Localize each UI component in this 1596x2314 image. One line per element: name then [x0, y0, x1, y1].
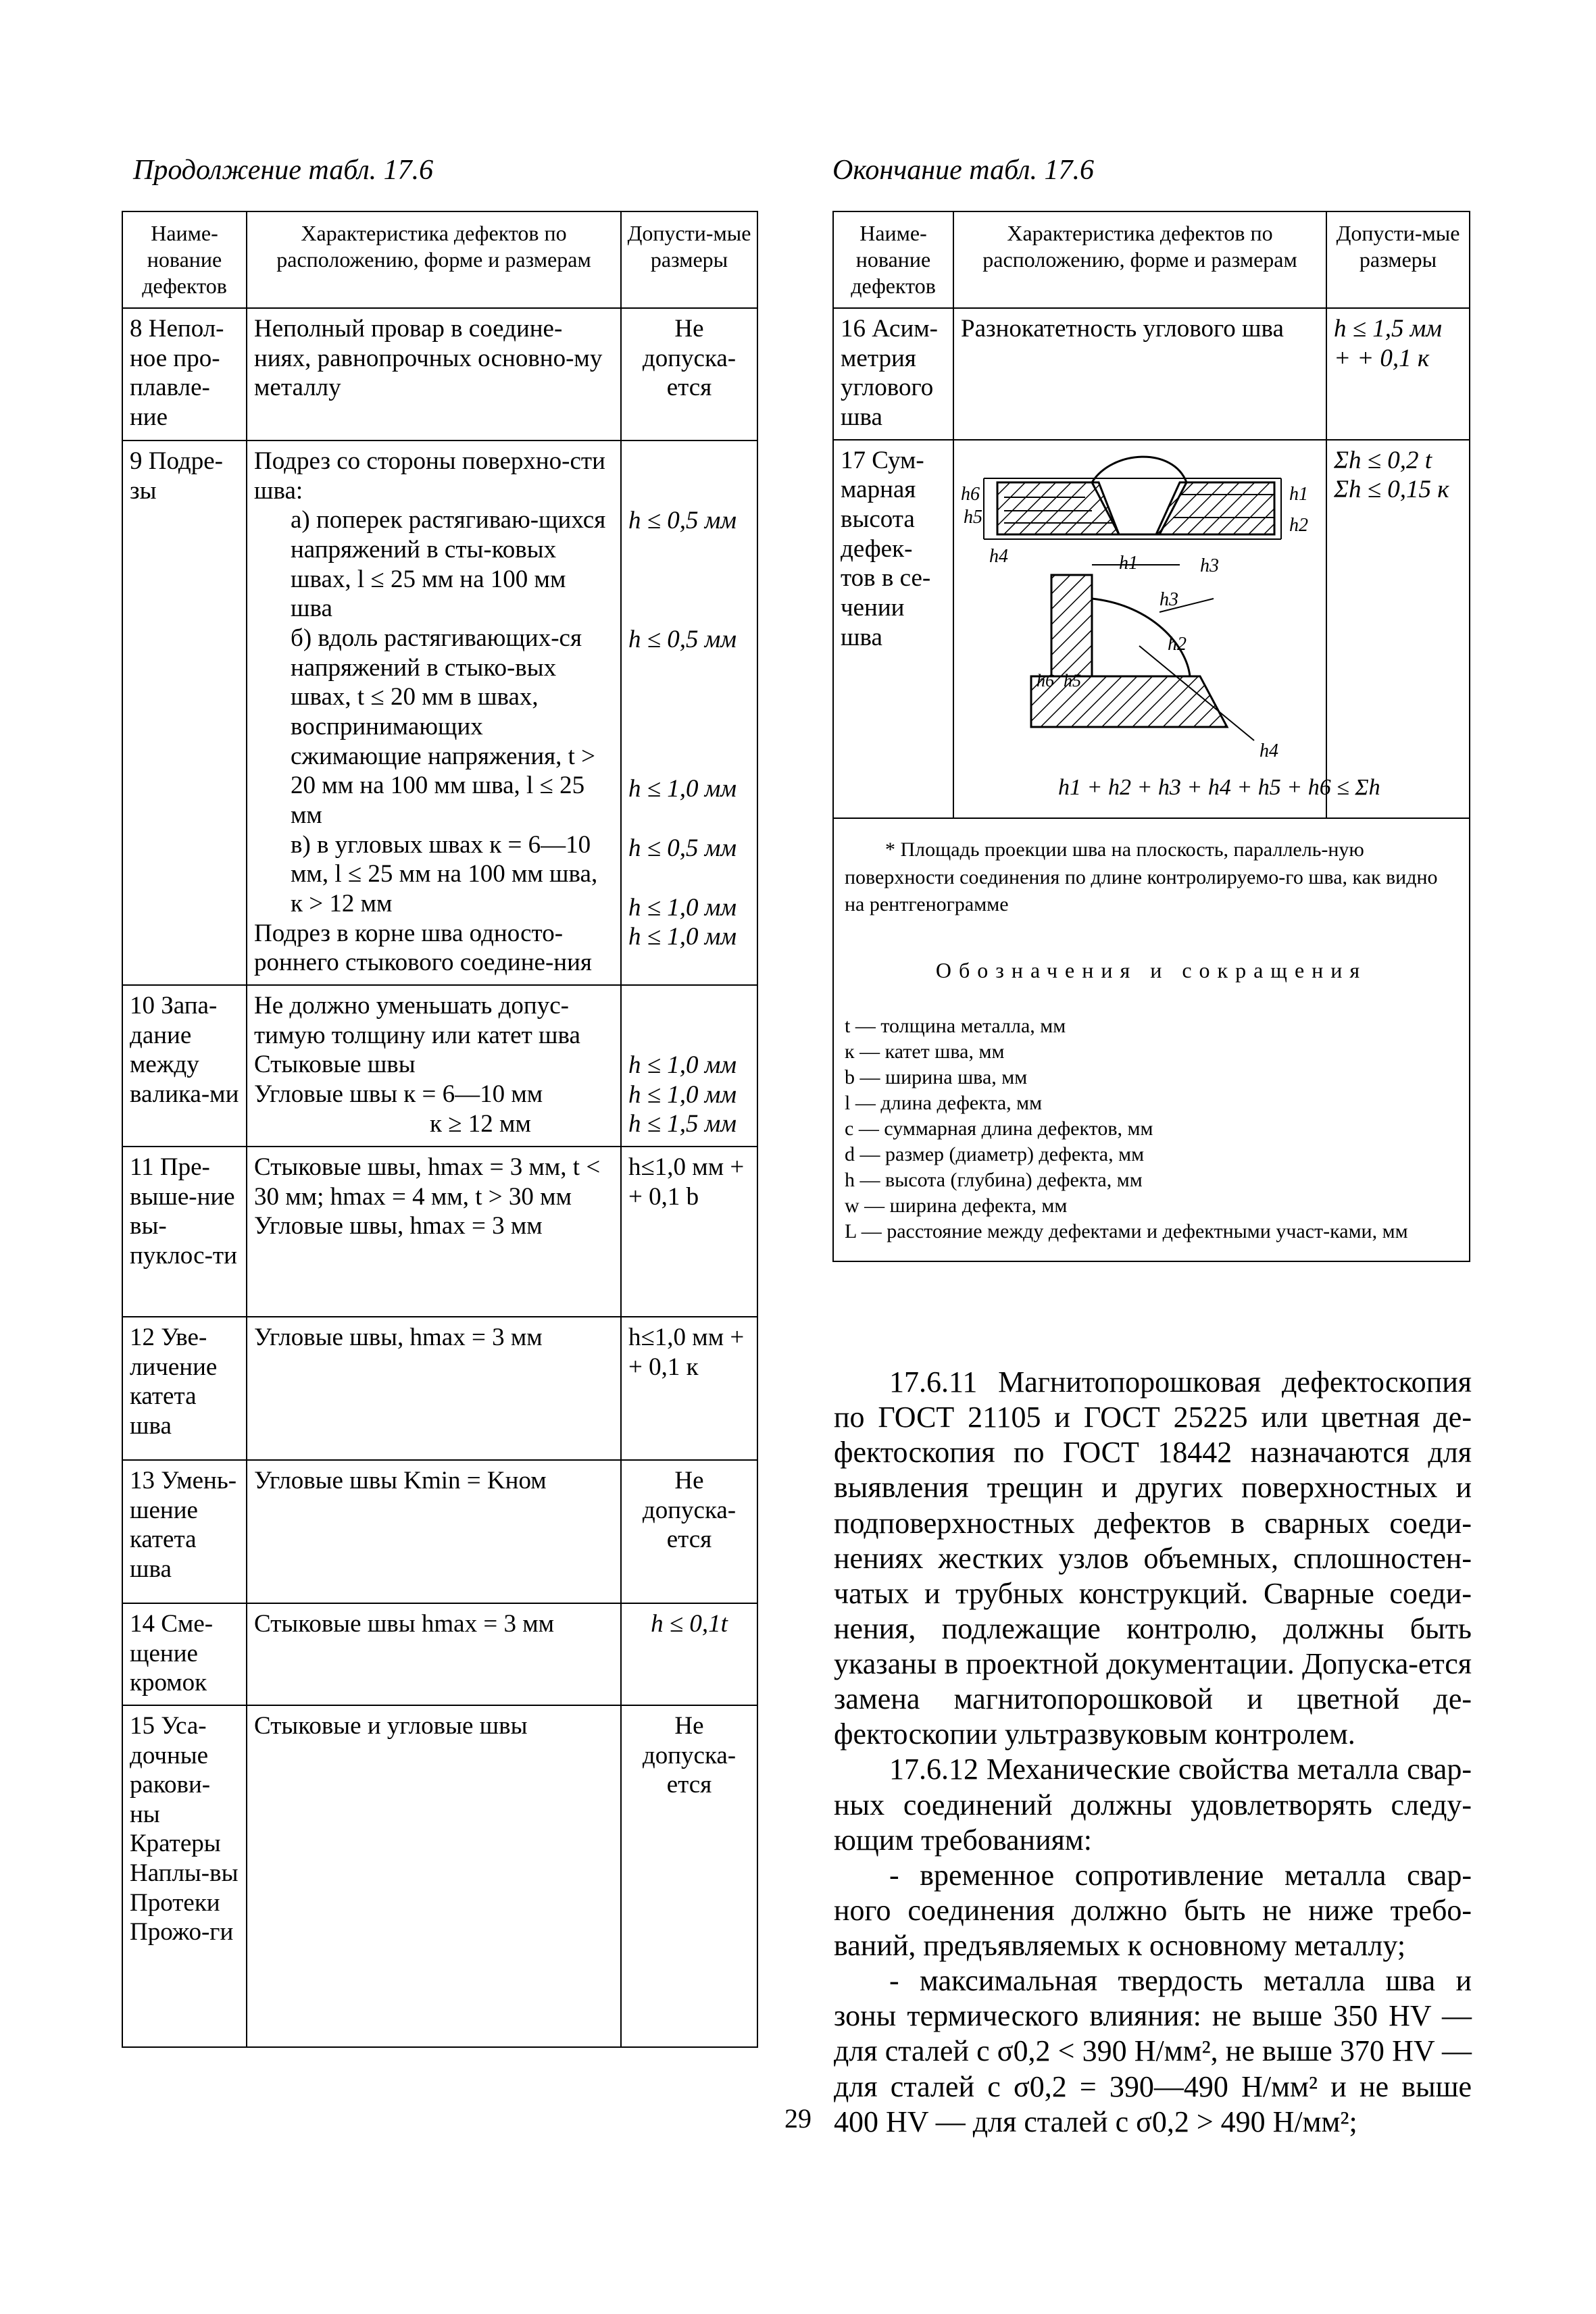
weld-cross-section-diagram	[957, 443, 1380, 808]
page-number: 29	[784, 2103, 812, 2134]
header-allowed: Допусти-мые размеры	[621, 211, 757, 308]
legend-list	[845, 1013, 1458, 1245]
allowed-value: h ≤ 1,0 мм	[628, 893, 737, 922]
allowed-value: h ≤ 0,5 мм	[628, 834, 737, 863]
description-line: Стыковые швы	[254, 1051, 416, 1079]
defect-description: Разнокатетность углового шва	[953, 308, 1326, 440]
body-text	[834, 1365, 1472, 2140]
table-row	[122, 308, 757, 441]
allowed-value: h ≤ 0,5 мм	[628, 507, 737, 535]
defect-description: Неполный провар в соедине-ниях, равнопрочных основно-му металлу	[247, 308, 621, 441]
legend-item: b — ширина шва, мм	[845, 1065, 1028, 1088]
allowed-size	[1326, 440, 1470, 819]
table-row	[122, 1317, 757, 1460]
allowed-value: Σh ≤ 0,15 к	[1334, 476, 1449, 504]
description-line: а) поперек растягиваю-щихся напряжений в сты-ковых швах, l ≤ 25 мм на 100 мм шва	[291, 506, 606, 623]
allowed-size: Не допуска-ется	[621, 1460, 757, 1603]
fillet-plate-horizontal	[1031, 676, 1227, 727]
paragraph: - временное сопротивление металла свар-ного соединения должно быть не ниже требо-ваний, предъявляемых к основному металлу;	[834, 1858, 1472, 1962]
table-row	[122, 1460, 757, 1603]
dimension-label: h5	[964, 506, 982, 528]
allowed-value: h ≤ 1,0 мм	[628, 775, 737, 803]
description-line: в) в угловых швах к = 6—10 мм, l ≤ 25 мм на 100 мм шва, к > 12 мм	[291, 830, 598, 917]
defect-description: Угловые швы, hmax = 3 мм	[247, 1317, 621, 1460]
defect-description: Стыковые швы hmax = 3 мм	[247, 1603, 621, 1705]
paragraph: 17.6.12 Механические свойства металла свар-ных соединений должны удовлетворять следу-ющим требованиям:	[834, 1753, 1472, 1857]
allowed-value: h ≤ 1,0 мм	[628, 1080, 737, 1109]
description-line: Подрез в корне шва односто-роннего стыкового соедине-ния	[254, 919, 592, 977]
allowed-value: h ≤ 1,5 мм	[628, 1110, 737, 1138]
allowed-size	[621, 985, 757, 1147]
table-row	[833, 440, 1470, 819]
defect-name: 16 Асим-метрия углового шва	[833, 308, 953, 440]
description-line: Не должно уменьшать допус-тимую толщину или катет шва	[254, 991, 580, 1049]
dimension-label: h1	[1119, 552, 1138, 574]
legend-item: к — катет шва, мм	[845, 1040, 1005, 1063]
legend-title: Обозначения и сокращения	[935, 957, 1368, 982]
defect-name: 12 Уве-личение катета шва	[122, 1317, 247, 1460]
legend-item: l — длина дефекта, мм	[845, 1091, 1043, 1114]
defect-name: 13 Умень-шение катета шва	[122, 1460, 247, 1603]
paragraph: - максимальная твердость металла шва и зоны термического влияния: не выше 350 HV — для сталей с σ0,2 < 390 Н/мм², не выше 370 HV — для сталей с σ0,2 = 390—490 Н/мм² и не выше 400 HV — для сталей с σ0,2 > 490 Н/мм²;	[834, 1964, 1472, 2138]
header-characteristic: Характеристика дефектов по расположению, форме и размерам	[953, 211, 1326, 308]
allowed-size	[621, 441, 757, 985]
dimension-label: h4	[989, 545, 1008, 567]
table-row	[122, 1147, 757, 1317]
legend-item: w — ширина дефекта, мм	[845, 1194, 1068, 1217]
defect-description: Угловые швы Kmin = Kном	[247, 1460, 621, 1603]
legend-item: с — суммарная длина дефектов, мм	[845, 1117, 1153, 1140]
fillet-plate-vertical	[1051, 575, 1092, 676]
allowed-value: h ≤ 1,0 мм	[628, 923, 737, 951]
paragraph: 17.6.11 Магнитопорошковая дефектоскопия по ГОСТ 21105 и ГОСТ 25225 или цветная де-фектоскопия по ГОСТ 18442 назначаются для выявления трещин и других поверхностных и подповерхностных дефектов в сварных соеди-нениях жестких узлов объемных, сплошностен-чатых и трубных конструкций. Сварные соеди-нения, подлежащие контролю, должны быть указаны в проектной документации. Допуска-ется замена магнитопорошковой и цветной де-фектоскопии ультразвуковым контролем.	[834, 1365, 1472, 1751]
right-table	[832, 211, 1470, 1262]
dimension-label: h6	[961, 483, 980, 505]
header-characteristic: Характеристика дефектов по расположению, форме и размерам	[247, 211, 621, 308]
allowed-size: h≤1,0 мм + + 0,1 к	[621, 1317, 757, 1460]
description-line: Угловые швы к = 6—10 мм	[254, 1080, 543, 1108]
defect-name: 8 Непол-ное про-плавле-ние	[122, 308, 247, 441]
defect-description: Стыковые и угловые швы	[247, 1705, 621, 2047]
table-notes-row	[833, 818, 1470, 1261]
defect-name: 9 Подре-зы	[122, 441, 247, 985]
dimension-label: h6	[1037, 670, 1054, 690]
dimension-label: h2	[1289, 514, 1308, 536]
defect-description	[247, 1147, 621, 1317]
legend-item: d — размер (диаметр) дефекта, мм	[845, 1143, 1145, 1166]
table-row	[122, 1705, 757, 2047]
dimension-label: h1	[1289, 483, 1308, 505]
header-name: Наиме-нование дефектов	[833, 211, 953, 308]
left-table	[122, 211, 758, 2048]
defect-name: 14 Сме-щение кромок	[122, 1603, 247, 1705]
description-line: к ≥ 12 мм	[430, 1109, 531, 1138]
dimension-label: h3	[1159, 588, 1178, 610]
allowed-size: Не допуска-ется	[621, 308, 757, 441]
defect-name: 11 Пре-выше-ние вы-пуклос-ти	[122, 1147, 247, 1317]
right-table-caption: Окончание табл. 17.6	[832, 155, 1094, 186]
legend-item: L — расстояние между дефектами и дефектными участ-ками, мм	[845, 1220, 1408, 1243]
header-name: Наиме-нование дефектов	[122, 211, 247, 308]
defect-description	[247, 441, 621, 985]
description-line: б) вдоль растягивающих-ся напряжений в стыко-вых швах, t ≤ 20 мм в швах, воспринимающих сжимающие напряжения, t > 20 мм на 100 мм шва, l ≤ 25 мм	[291, 624, 596, 829]
notes-cell	[833, 818, 1470, 1261]
right-table-header	[833, 211, 1470, 308]
weld-plate-left	[997, 482, 1119, 534]
allowed-value: h ≤ 1,0 мм	[628, 1051, 737, 1079]
header-allowed: Допусти-мые размеры	[1326, 211, 1470, 308]
allowed-size: h ≤ 1,5 мм + + 0,1 к	[1326, 308, 1470, 440]
left-table-header	[122, 211, 757, 308]
table-row	[833, 308, 1470, 440]
allowed-value: Σh ≤ 0,2 t	[1334, 446, 1432, 474]
allowed-value: h ≤ 0,5 мм	[628, 625, 737, 653]
allowed-size: h ≤ 0,1t	[621, 1603, 757, 1705]
defect-diagram-cell	[953, 440, 1380, 819]
legend-item: t — толщина металла, мм	[845, 1014, 1066, 1037]
dimension-label: h3	[1200, 555, 1219, 576]
defect-name: 15 Уса-дочные ракови-ны Кратеры Наплы-вы Протеки Прожо-ги	[122, 1705, 247, 2047]
table-row	[122, 1603, 757, 1705]
allowed-size: h≤1,0 мм + + 0,1 b	[621, 1147, 757, 1317]
defect-name: 17 Сум-марная высота дефек-тов в се-чении шва	[833, 440, 953, 819]
legend-item: h — высота (глубина) дефекта, мм	[845, 1169, 1143, 1192]
defect-name: 10 Запа-дание между валика-ми	[122, 985, 247, 1147]
left-table-caption: Продолжение табл. 17.6	[133, 155, 434, 186]
table-row	[122, 985, 757, 1147]
dimension-label: h5	[1064, 670, 1081, 690]
footnote: * Площадь проекции шва на плоскость, параллель-ную поверхности соединения по длине контролируемо-го шва, как видно на рентгенограмме	[845, 838, 1438, 916]
description-line: Угловые швы, hmax = 3 мм	[254, 1212, 543, 1240]
dimension-label: h2	[1168, 633, 1187, 655]
defect-description	[247, 985, 621, 1147]
description-line: Стыковые швы, hmax = 3 мм, t < 30 мм; hmax = 4 мм, t > 30 мм	[254, 1153, 601, 1211]
sum-formula: h1 + h2 + h3 + h4 + h5 + h6 ≤ Σh	[1058, 774, 1380, 800]
table-row	[122, 441, 757, 985]
dimension-label: h4	[1260, 740, 1278, 761]
description-line: Подрез со стороны поверхно-сти шва:	[254, 447, 605, 505]
allowed-size: Не допуска-ется	[621, 1705, 757, 2047]
